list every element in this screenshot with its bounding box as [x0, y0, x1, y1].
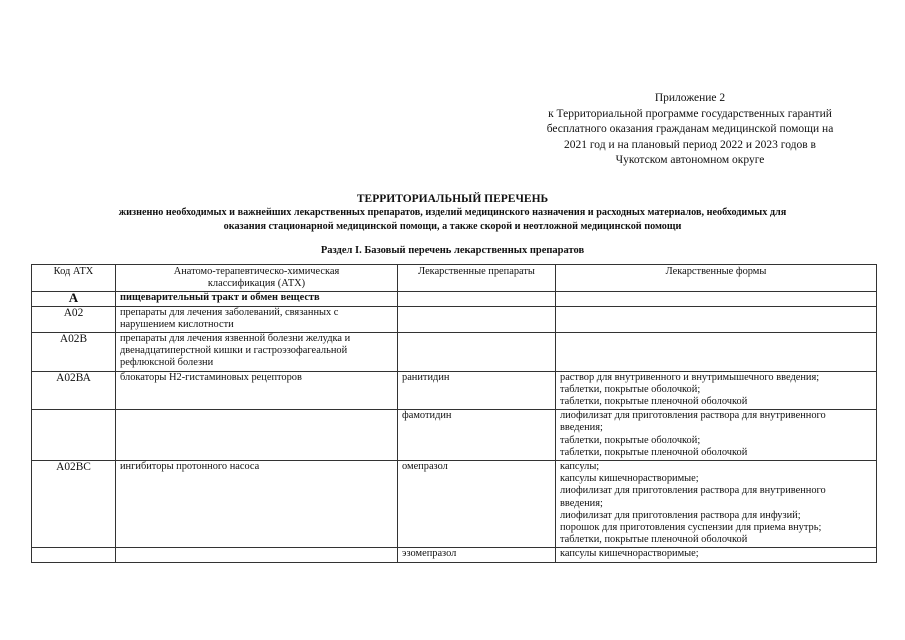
drug-cell: ранитидин — [398, 371, 556, 410]
classification-cell — [116, 333, 398, 372]
classification-line: пищеварительный тракт и обмен веществ — [120, 292, 320, 304]
form-line: порошок для приготовления суспензии для приема внутрь; — [560, 522, 822, 534]
table-row — [32, 461, 877, 548]
drug-cell — [398, 306, 556, 332]
forms-cell — [556, 371, 877, 410]
table-row — [32, 306, 877, 332]
title-subtitle-line: оказания стационарной медицинской помощи, а также скорой и неотложной медицинской помощи — [223, 220, 682, 232]
classification-cell — [116, 306, 398, 332]
title-main: ТЕРРИТОРИАЛЬНЫЙ ПЕРЕЧЕНЬ — [356, 193, 549, 205]
form-line: лиофилизат для приготовления раствора для внутривенного — [560, 485, 826, 497]
table-row — [32, 371, 877, 410]
form-line: таблетки, покрытые пленочной оболочкой — [560, 396, 748, 408]
form-line: таблетки, покрытые пленочной оболочкой — [560, 534, 748, 546]
classification-line: блокаторы Н2-гистаминовых рецепторов — [120, 371, 302, 383]
atc-code-cell — [32, 410, 116, 461]
table-row — [32, 333, 877, 372]
appendix-line: бесплатного оказания гражданам медицинской помощи на — [546, 123, 834, 136]
drug-cell: фамотидин — [398, 410, 556, 461]
classification-cell — [116, 548, 398, 562]
appendix-line: 2021 год и на плановый период 2022 и 2023 годов в — [564, 138, 816, 151]
atc-code-cell: А — [32, 292, 116, 306]
form-line: капсулы; — [560, 461, 600, 473]
form-line: лиофилизат для приготовления раствора для внутривенного — [560, 410, 826, 422]
classification-cell — [116, 292, 398, 306]
classification-cell — [116, 410, 398, 461]
header-forms: Лекарственные формы — [556, 265, 877, 292]
form-line: раствор для внутривенного и внутримышечного введения; — [560, 371, 820, 383]
atc-code-cell: А02В — [32, 333, 116, 372]
drug-list-table — [31, 264, 877, 563]
atc-code-cell — [32, 548, 116, 562]
form-line: таблетки, покрытые оболочкой; — [560, 434, 701, 446]
table-row — [32, 292, 877, 306]
forms-cell — [556, 306, 877, 332]
appendix-line: Приложение 2 — [654, 92, 726, 104]
drug-cell: эзомепразол — [398, 548, 556, 562]
header-classification — [116, 265, 398, 292]
classification-cell — [116, 461, 398, 548]
drug-cell — [398, 333, 556, 372]
atc-code-cell: А02 — [32, 306, 116, 332]
section-title: Раздел I. Базовый перечень лекарственных препаратов — [320, 245, 585, 256]
forms-cell — [556, 410, 877, 461]
header-drugs: Лекарственные препараты — [398, 265, 556, 292]
form-line: таблетки, покрытые пленочной оболочкой — [560, 446, 748, 458]
form-line: капсулы кишечнорастворимые; — [560, 473, 699, 485]
forms-cell — [556, 461, 877, 548]
form-line: введения; — [560, 422, 603, 434]
classification-line: ингибиторы протонного насоса — [120, 461, 260, 473]
appendix-line: Чукотском автономном округе — [615, 154, 765, 167]
form-line: капсулы кишечнорастворимые; — [560, 548, 699, 560]
header-code: Код АТХ — [32, 265, 116, 292]
classification-line: препараты для лечения заболеваний, связанных с — [120, 306, 339, 318]
classification-cell — [116, 371, 398, 410]
table-header-row — [32, 265, 877, 292]
table-row — [32, 548, 877, 562]
form-line: введения; — [560, 497, 603, 509]
forms-cell — [556, 292, 877, 306]
forms-cell — [556, 333, 877, 372]
atc-code-cell: А02ВС — [32, 461, 116, 548]
forms-cell — [556, 548, 877, 562]
classification-line: двенадцатиперстной кишки и гастроэзофагеальной — [120, 345, 348, 357]
appendix-header — [505, 91, 875, 169]
document-title — [20, 192, 885, 233]
title-subtitle-line: жизненно необходимых и важнейших лекарственных препаратов, изделий медицинского назначения и расходных материалов, необходимых для — [118, 207, 787, 218]
header-classification-line: классификация (АТХ) — [207, 278, 306, 290]
header-classification-line: Анатомо-терапевтическо-химическая — [173, 266, 340, 277]
atc-code-cell: А02ВА — [32, 371, 116, 410]
form-line: таблетки, покрытые оболочкой; — [560, 383, 701, 395]
appendix-line: к Территориальной программе государственных гарантий — [548, 107, 832, 120]
classification-line: препараты для лечения язвенной болезни желудка и — [120, 333, 351, 345]
drug-cell — [398, 292, 556, 306]
classification-line: рефлюксной болезни — [120, 357, 214, 369]
drug-cell: омепразол — [398, 461, 556, 548]
classification-line: нарушением кислотности — [120, 318, 234, 330]
table-row — [32, 410, 877, 461]
form-line: лиофилизат для приготовления раствора для инфузий; — [560, 509, 801, 521]
